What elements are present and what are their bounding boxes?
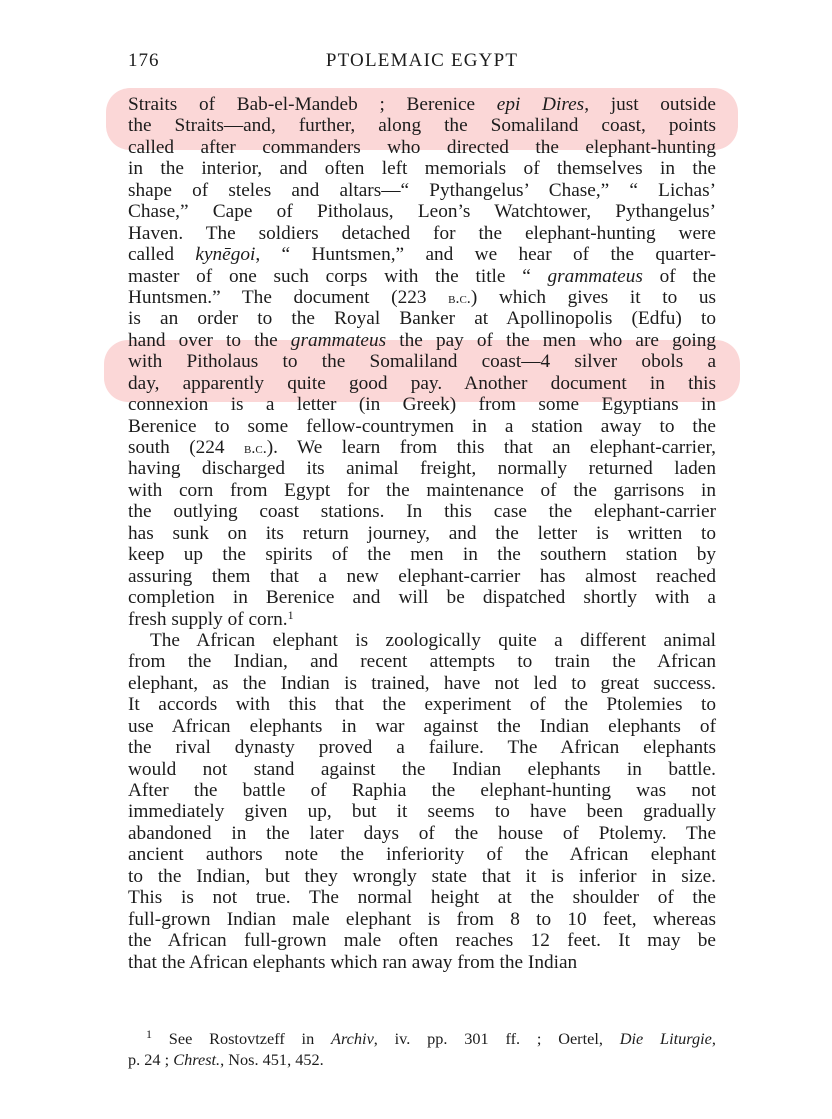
text-run: ). We learn from this that an elephant-carrier, xyxy=(266,437,717,458)
text-run: elephant, as the Indian is trained, have not led to great success. xyxy=(128,672,716,694)
footnote-marker: 1 xyxy=(146,1027,152,1041)
text-line xyxy=(128,287,716,308)
text-line xyxy=(128,759,716,780)
text-run: p. 24 ; xyxy=(128,1050,174,1069)
text-run: has sunk on its return journey, and the letter is written to xyxy=(128,522,716,544)
text-run: , Nos. 451, 452. xyxy=(220,1050,324,1069)
text-run: , iv. pp. 301 ff. ; Oertel, xyxy=(373,1029,620,1048)
text-run: Chase,” Cape of Pitholaus, Leon’s Watchtower, Pythangelus’ xyxy=(128,201,716,223)
text-line xyxy=(128,801,716,822)
text-run: See Rostovtzeff in xyxy=(152,1029,331,1048)
text-line xyxy=(128,308,716,329)
text-line xyxy=(128,651,716,672)
footnote-marker: 1 xyxy=(287,607,294,622)
text-run: , just outside xyxy=(584,94,716,115)
page-header xyxy=(128,50,716,76)
text-line xyxy=(128,373,716,394)
text-run: day, apparently quite good pay. Another document in this xyxy=(128,372,716,394)
text-line xyxy=(128,115,716,136)
text-run: The African elephant is zoologically quite a different animal xyxy=(150,629,716,651)
text-line xyxy=(128,780,716,801)
text-line xyxy=(128,201,716,222)
text-run: from the Indian, and recent attempts to train the African xyxy=(128,651,716,673)
text-line xyxy=(128,223,716,244)
text-line xyxy=(128,266,716,287)
footnote-line xyxy=(128,1028,716,1049)
text-run: ) which gives it to us xyxy=(470,286,716,308)
text-run: assuring them that a new elephant-carrier has almost reached xyxy=(128,565,716,587)
text-run: connexion is a letter (in Greek) from some Egyptians in xyxy=(128,394,716,416)
text-run: Straits of Bab-el-Mandeb ; Berenice xyxy=(128,94,497,115)
italic-text: grammateus xyxy=(547,265,643,287)
text-run: fresh supply of corn. xyxy=(128,608,288,630)
text-run: is an order to the Royal Banker at Apollinopolis (Edfu) to xyxy=(128,308,716,330)
text-run: Haven. The soldiers detached for the elephant-hunting were xyxy=(128,222,716,244)
text-line xyxy=(128,137,716,158)
text-run: immediately given up, but it seems to have been gradually xyxy=(128,801,716,823)
text-run: called xyxy=(128,244,196,266)
text-run: with corn from Egypt for the maintenance of the garrisons in xyxy=(128,479,716,501)
footnotes xyxy=(128,1028,716,1070)
text-run: hand over to the xyxy=(128,329,291,351)
text-line xyxy=(128,480,716,501)
text-line xyxy=(128,94,716,115)
text-run: shape of steles and altars—“ Pythangelus’ Chase,” “ Lichas’ xyxy=(128,179,716,201)
text-line xyxy=(128,844,716,865)
text-line xyxy=(128,823,716,844)
text-run: ancient authors note the inferiority of the African elephant xyxy=(128,844,716,866)
text-run: master of one such corps with the title “ xyxy=(128,265,548,287)
text-run: full-grown Indian male elephant is from 8 to 10 feet, whereas xyxy=(128,908,716,930)
text-line xyxy=(128,180,716,201)
text-run: called after commanders who directed the elephant-hunting xyxy=(128,136,716,158)
italic-text: Chrest. xyxy=(173,1050,221,1069)
text-line xyxy=(128,501,716,522)
text-run: to the Indian, but they wrongly state that it is inferior in size. xyxy=(128,865,716,887)
text-line xyxy=(128,566,716,587)
text-run: of the xyxy=(642,265,716,287)
text-line xyxy=(128,158,716,179)
italic-text: grammateus xyxy=(290,329,387,351)
text-line xyxy=(128,544,716,565)
text-line xyxy=(128,866,716,887)
running-title: PTOLEMAIC EGYPT xyxy=(325,50,519,71)
text-line xyxy=(128,394,716,415)
text-line xyxy=(128,437,716,458)
text-line xyxy=(128,887,716,908)
text-run: It accords with this that the experiment of the Ptolemies to xyxy=(128,694,716,716)
text-line xyxy=(128,587,716,608)
text-run: the African full-grown male often reaches 12 feet. It may be xyxy=(128,930,716,952)
italic-text: epi Dires xyxy=(496,94,585,115)
text-line xyxy=(128,909,716,930)
small-caps-text: b.c. xyxy=(448,289,471,307)
footnote-line xyxy=(128,1049,716,1070)
page-number: 176 xyxy=(128,50,160,71)
text-run: that the African elephants which ran away from the Indian xyxy=(128,951,578,973)
text-line xyxy=(128,458,716,479)
text-run: Berenice to some fellow-countrymen in a station away to the xyxy=(128,415,716,437)
text-run: Huntsmen.” The document (223 xyxy=(128,286,449,308)
text-run: , xyxy=(711,1029,716,1048)
text-run: the outlying coast stations. In this case the elephant-carrier xyxy=(128,501,716,523)
text-run: the rival dynasty proved a failure. The African elephants xyxy=(128,737,716,759)
text-run: would not stand against the Indian elephants in battle. xyxy=(128,758,716,780)
italic-text: Archiv xyxy=(331,1029,374,1048)
text-run: completion in Berenice and will be dispatched shortly with a xyxy=(128,587,716,609)
text-run: south (224 xyxy=(128,437,245,458)
text-line xyxy=(128,930,716,951)
text-line xyxy=(128,244,716,265)
body-text xyxy=(128,94,716,973)
text-run: with Pitholaus to the Somaliland coast—4 silver obols a xyxy=(128,351,716,373)
text-run: the Straits—and, further, along the Somaliland coast, points xyxy=(128,115,716,137)
text-run: in the interior, and often left memorials of themselves in the xyxy=(128,158,716,180)
text-line xyxy=(128,952,716,973)
text-run: abandoned in the later days of the house of Ptolemy. The xyxy=(128,822,716,844)
text-line xyxy=(128,351,716,372)
text-line xyxy=(128,416,716,437)
text-line xyxy=(128,523,716,544)
italic-text: Die Liturgie xyxy=(619,1029,712,1048)
text-run: , “ Huntsmen,” and we hear of the quarter- xyxy=(255,244,716,266)
text-line xyxy=(128,330,716,351)
text-run: After the battle of Raphia the elephant-hunting was not xyxy=(128,780,716,801)
text-run: This is not true. The normal height at the shoulder of the xyxy=(128,887,716,909)
italic-text: kynēgoi xyxy=(195,244,256,266)
small-caps-text: b.c. xyxy=(244,440,267,457)
text-run: keep up the spirits of the men in the southern station by xyxy=(128,544,716,566)
text-run: having discharged its animal freight, normally returned laden xyxy=(128,458,716,480)
text-line xyxy=(128,630,716,651)
text-line xyxy=(128,737,716,758)
text-line xyxy=(128,609,716,630)
text-run: use African elephants in war against the Indian elephants of xyxy=(128,715,716,737)
text-line xyxy=(128,694,716,715)
text-run: the pay of the men who are going xyxy=(386,329,716,351)
text-line xyxy=(128,716,716,737)
text-line xyxy=(128,673,716,694)
